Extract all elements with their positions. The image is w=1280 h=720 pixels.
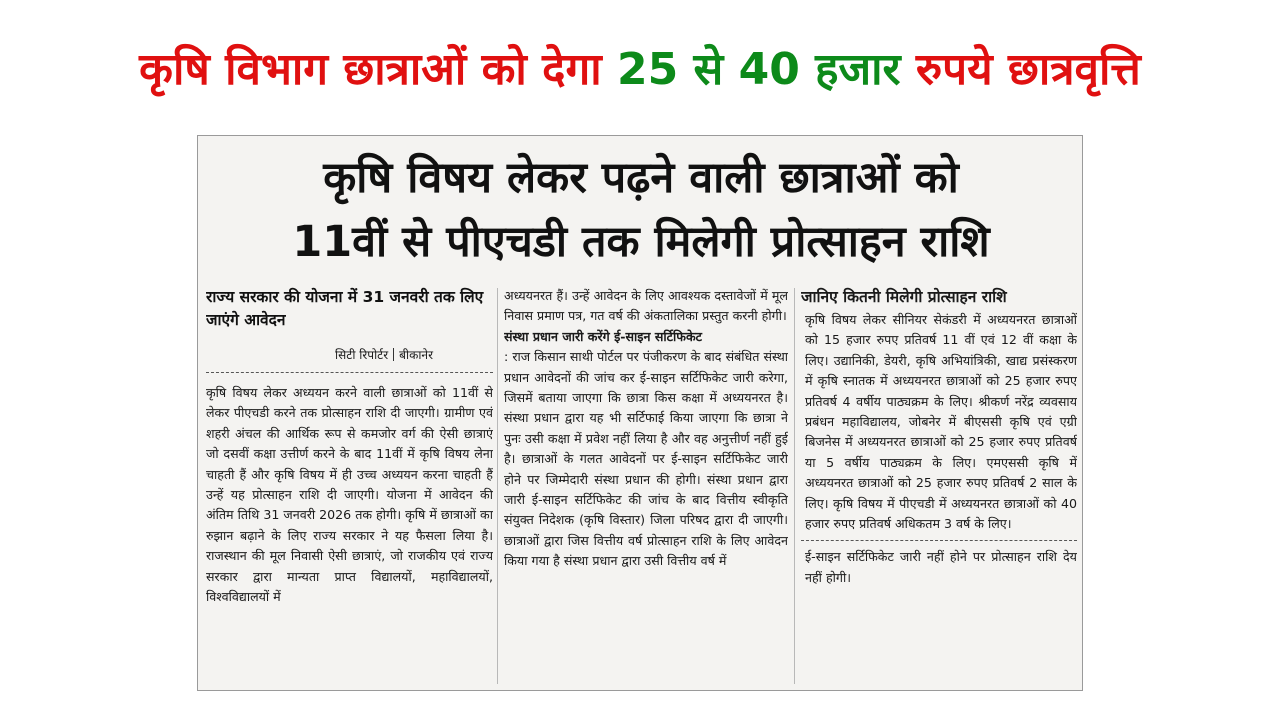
headline-line2: 11वीं से पीएचडी तक मिलेगी प्रोत्साहन राशि: [292, 217, 990, 267]
banner-title: [0, 40, 1280, 100]
article-body-col2: : राज किसान साथी पोर्टल पर पंजीकरण के बाद संबंधित संस्था प्रधान आवेदनों की जांच कर ई-साइन सर्टिफिकेट जारी करेगा, जिसमें बताया जाएगा कि छात्रा किस कक्षा में अध्ययनरत है। संस्था प्रधान द्वारा यह भी सर्टिफाई किया जाएगा कि छात्रा ने पुनः उसी कक्षा में प्रवेश नहीं लिया है और वह अनुत्तीर्ण नहीं हुई है। छात्राओं के गलत आवेदनों पर ई-साइन सर्टिफिकेट जारी होने पर जिम्मेदारी संस्था प्रधान की होगी। संस्था प्रधान द्वारा जारी ई-साइन सर्टिफिकेट की जांच के बाद वित्तीय स्वीकृति संयुक्त निदेशक (कृषि विस्तार) जिला परिषद द्वारा दी जाएगी। छात्राओं द्वारा जिस वित्तीय वर्ष प्रोत्साहन राशि के लिए आवेदन किया गया है संस्था प्रधान द्वारा उसी वित्तीय वर्ष में: [504, 349, 788, 569]
byline-city: बीकानेर: [399, 348, 433, 362]
banner-title-part3: रुपये छात्रवृत्ति: [915, 44, 1141, 95]
byline: [206, 346, 493, 364]
article-note: ई-साइन सर्टिफिकेट जारी नहीं होने पर प्रोत्साहन राशि देय नहीं होगी।: [805, 549, 1077, 585]
newspaper-clipping: [197, 135, 1083, 691]
section-heading-esign: संस्था प्रधान जारी करेंगे ई-साइन सर्टिफिकेट: [504, 328, 702, 344]
article-body-col3: कृषि विषय लेकर सीनियर सेकंडरी में अध्ययनरत छात्राओं को 15 हजार रुपए प्रतिवर्ष 11 वीं एवं 12 वीं कक्षा के लिए। उद्यानिकी, डेयरी, कृषि अभियांत्रिकी, खाद्य प्रसंस्करण में कृषि स्नातक में अध्ययनरत छात्राओं को 25 हजार रुपए प्रतिवर्ष 4 वर्षीय पाठ्यक्रम के लिए। श्रीकर्ण नरेंद्र व्यवसाय प्रबंधन महाविद्यालय, जोबनेर में बीएससी कृषि एवं एग्री बिजनेस में अध्ययनरत छात्राओं को 25 हजार रुपए प्रतिवर्ष या 5 वर्षीय पाठ्यक्रम के लिए। एमएससी कृषि में अध्ययनरत छात्राओं को 25 हजार रुपए प्रतिवर्ष 2 साल के लिए। कृषि विषय में पीएचडी में अध्ययनरत छात्राओं को 40 हजार रुपए प्रतिवर्ष अधिकतम 3 वर्ष के लिए।: [805, 312, 1077, 532]
banner-title-part1: कृषि विभाग छात्राओं को देगा: [139, 44, 602, 95]
column-divider: [794, 288, 795, 684]
byline-separator: [393, 348, 394, 361]
dashed-divider: [206, 372, 493, 373]
byline-reporter: सिटी रिपोर्टर: [335, 348, 389, 362]
article-body-col1: कृषि विषय लेकर अध्ययन करने वाली छात्राओं को 11वीं से लेकर पीएचडी करने तक प्रोत्साहन राशि दी जाएगी। ग्रामीण एवं शहरी अंचल की आर्थिक रूप से कमजोर वर्ग की ऐसी छात्राएं जो दसवीं कक्षा उत्तीर्ण करने के बाद 11वीं में कृषि विषय लेना चाहती हैं और कृषि विषय में ही उच्च अध्ययन करना चाहती हैं उन्हें यह प्रोत्साहन राशि दी जाएगी। योजना में आवेदन की अंतिम तिथि 31 जनवरी 2026 तक होगी। कृषि में छात्राओं का रुझान बढ़ाने के लिए राज्य सरकार ने यह फैसला लिया है। राजस्थान की मूल निवासी ऐसी छात्राएं, जो राजकीय एवं राज्य सरकार द्वारा मान्यता प्राप्त विद्यालयों, महाविद्यालयों, विश्वविद्यालयों में: [206, 385, 493, 605]
article-column-3: [801, 286, 1077, 690]
subheadline: राज्य सरकार की योजना में 31 जनवरी तक लिए जाएंगे आवेदन: [206, 288, 484, 329]
clipping-headline: [198, 146, 1083, 274]
article-column-2: [504, 286, 788, 690]
headline-line1: कृषि विषय लेकर पढ़ने वाली छात्राओं को: [323, 153, 959, 203]
section-heading-amount: जानिए कितनी मिलेगी प्रोत्साहन राशि: [801, 288, 1007, 306]
banner-title-part2: 25 से 40 हजार: [616, 44, 901, 95]
article-body-col2-top: अध्ययनरत हैं। उन्हें आवेदन के लिए आवश्यक दस्तावेजों में मूल निवास प्रमाण पत्र, गत वर्ष की अंकतालिका प्रस्तुत करनी होगी।: [504, 288, 788, 324]
dashed-divider: [801, 540, 1077, 541]
article-column-1: [206, 286, 493, 690]
column-divider: [497, 288, 498, 684]
